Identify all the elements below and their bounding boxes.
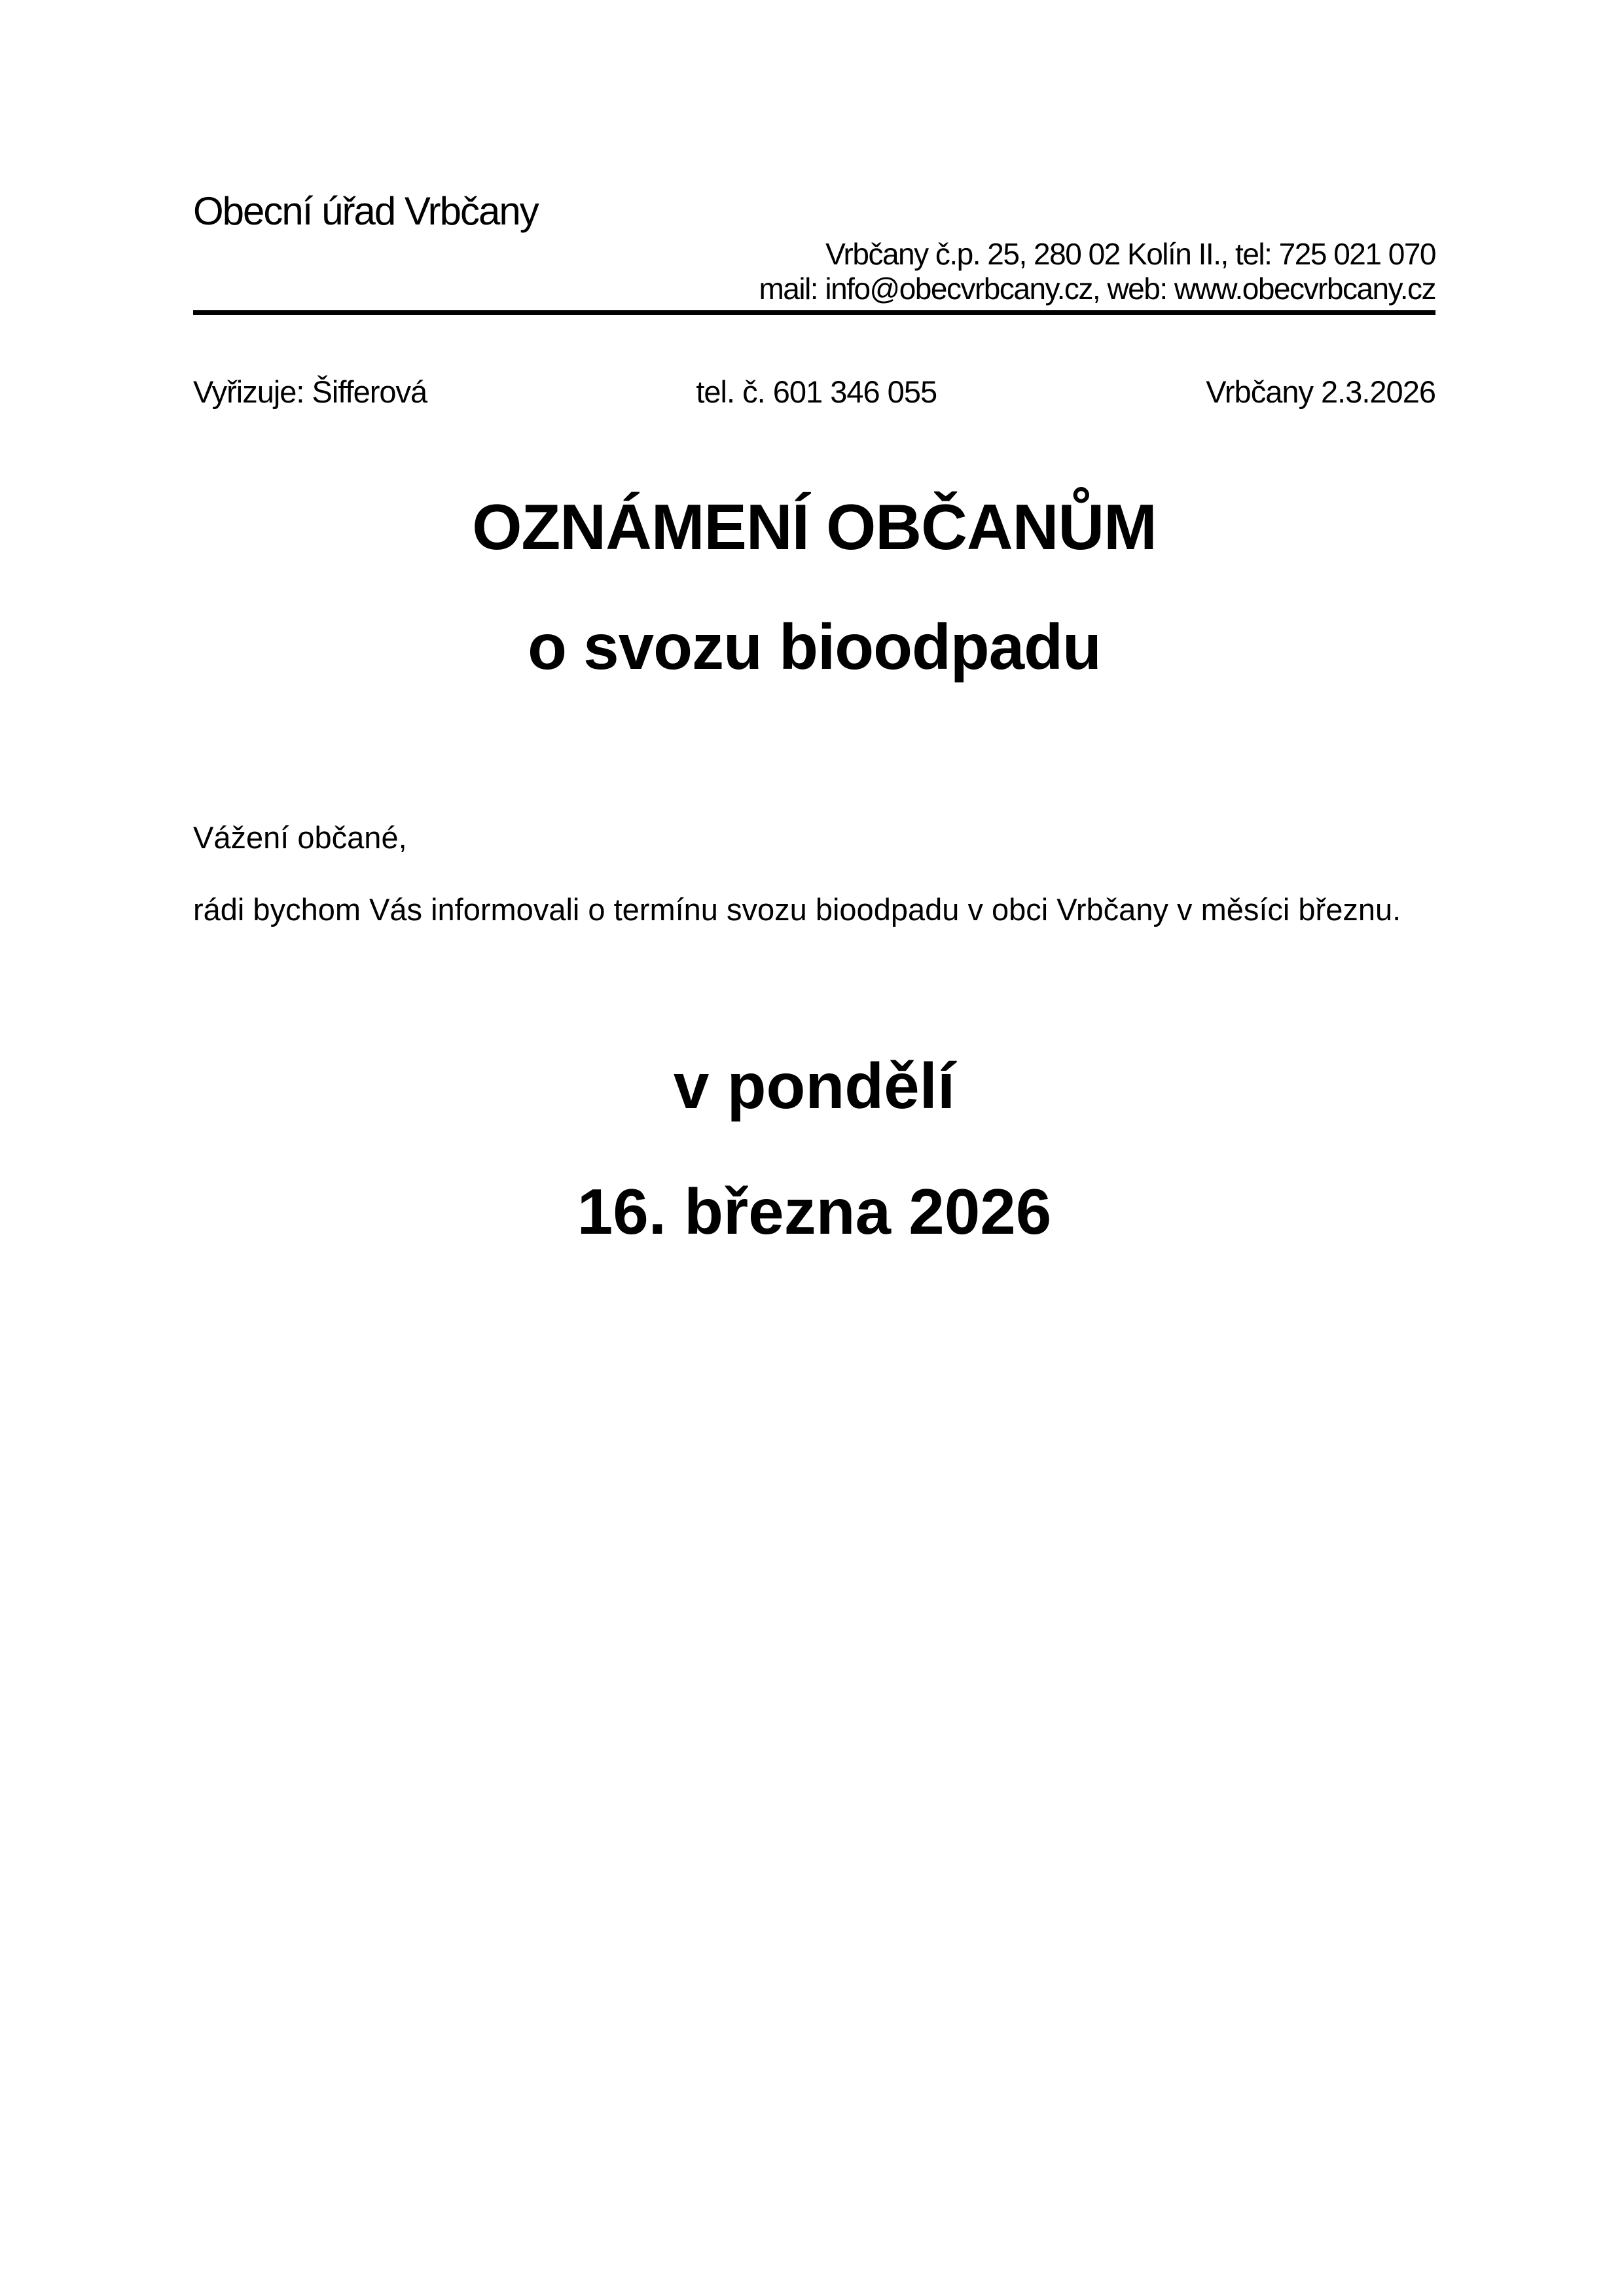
salutation: Vážení občané,	[193, 820, 407, 855]
notice-title-line1: OZNÁMENÍ OBČANŮM	[472, 491, 1157, 564]
letterhead	[193, 190, 1435, 315]
body-paragraph: rádi bychom Vás informovali o termínu svozu bioodpadu v obci Vrbčany v měsíci březnu.	[193, 892, 1401, 927]
office-name: Obecní úřad Vrbčany	[193, 189, 538, 233]
place-date-label: Vrbčany 2.3.2026	[1206, 374, 1435, 409]
office-address	[193, 237, 1435, 306]
meta-row	[193, 374, 1435, 410]
header-divider	[193, 310, 1435, 315]
schedule-day-heading: v pondělí	[673, 1049, 956, 1122]
office-address-line1: Vrbčany č.p. 25, 280 02 Kolín II., tel: 725 021 070	[825, 237, 1435, 271]
office-address-line2: mail: info@obecvrbcany.cz, web: www.obecvrbcany.cz	[759, 271, 1435, 306]
notice-title-line2: o svozu bioodpadu	[528, 610, 1101, 683]
handler-label: Vyřizuje: Šifferová	[193, 374, 427, 409]
schedule-date-heading: 16. března 2026	[577, 1175, 1052, 1248]
phone-label: tel. č. 601 346 055	[696, 374, 937, 409]
